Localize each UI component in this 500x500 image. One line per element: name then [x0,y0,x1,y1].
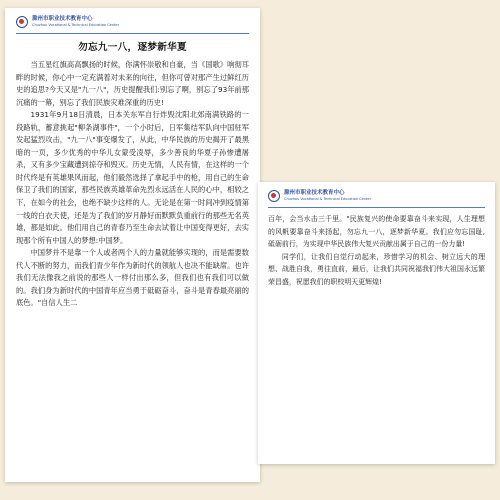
document-page-1 [5,8,260,482]
header-divider [16,33,249,34]
letterhead [268,188,485,204]
paragraph-chinese-dream: 中国梦并不是靠一个人或者两个人的力量就能够实现的，而是需要数代人不断的努力，而我们青少年作为新时代的领航人也决不能缺席。也许我们无法像我之前说的那些人一样付出那么多，但我们也有我们可以做的。我们身为新时代的中国青年应当勇于砥砺奋斗，奋斗是青春最亮丽的底色。"自信人生二 [16,248,249,308]
paragraph-continued: 百年，会当水击三千里。"民族复兴的使命要靠奋斗来实现，人生理想的风帆要靠奋斗来扬起，勿忘九一八，逐梦新华夏。我们应勿忘国耻,砥砺前行，为实现中华民族伟大复兴贡献出属于自己的一份力量! [268,215,485,248]
article-title: 勿忘九一八，逐梦新华夏 [78,42,187,53]
header-divider [268,207,485,208]
paragraph-closing: 同学们，让我们自觉行动起来，珍惜学习的机会、树立远大的理想、战胜自我，勇往直前，最后，让我们共同祝福我们伟大祖国永远繁荣昌盛，祝愿我们的职校明天更辉煌! [268,252,485,286]
school-name: 滁州市职业技术教育中心 [32,16,93,22]
letterhead [16,14,249,30]
paragraph-history: 1931年9月18日清晨，日本关东军自行炸毁沈阳北郊南满铁路的一段路轨，蓄意挑起"柳条湖事件"，一个小时后，日军集结军队向中国驻军发起猛烈攻击，"九一八"事变爆发了，从此，中华民族的历史揭开了最黑暗的一页，多少优秀的中华儿女蒙受凌辱，多少善良的华夏子孙惨遭屠杀，又有多少宝藏遭到掠夺和毁灭。历史无情，人民有情，在这样的一个时代终是有英雄果风而起，他们毅然选择了拿起手中的枪，用自己的生命保卫了我们的国家，那些民族英雄革命先烈永远活在人民的心中，相较之下，在如今的社会，也绝不缺少这样的人。无论是在第一时间冲到疫情第一线的白衣天使，还是为了我们的岁月静好而默默负重前行的那些无名英雄，都是如此。他们用自己的青春乃至生命去试着让中国变得更好，去实现那个所有中国人的梦想:中国梦。 [16,110,249,245]
school-name-english: Chuzhou Vocational & Technical Education Center [32,22,120,27]
school-logo-icon [268,190,280,202]
document-page-2 [258,182,495,464]
school-logo-icon [16,16,28,28]
paragraph-intro: 当五星红旗高高飘扬的时候，你满怀崇敬和自豪，当《国歌》响彻耳畔的时候，你心中一定充满着对未来的向往，但你可曾对那产生过鲜红历史的追思?今天又是"九一八"，历史提醒我们:别忘了啊，别忘了93年前那沉痛的一幕，别忘了我们民族灾难深重的历史! [16,60,249,107]
school-name: 滁州市职业技术教育中心 [284,190,345,196]
school-name-english: Chuzhou Vocational & Technical Education Center [284,196,372,201]
